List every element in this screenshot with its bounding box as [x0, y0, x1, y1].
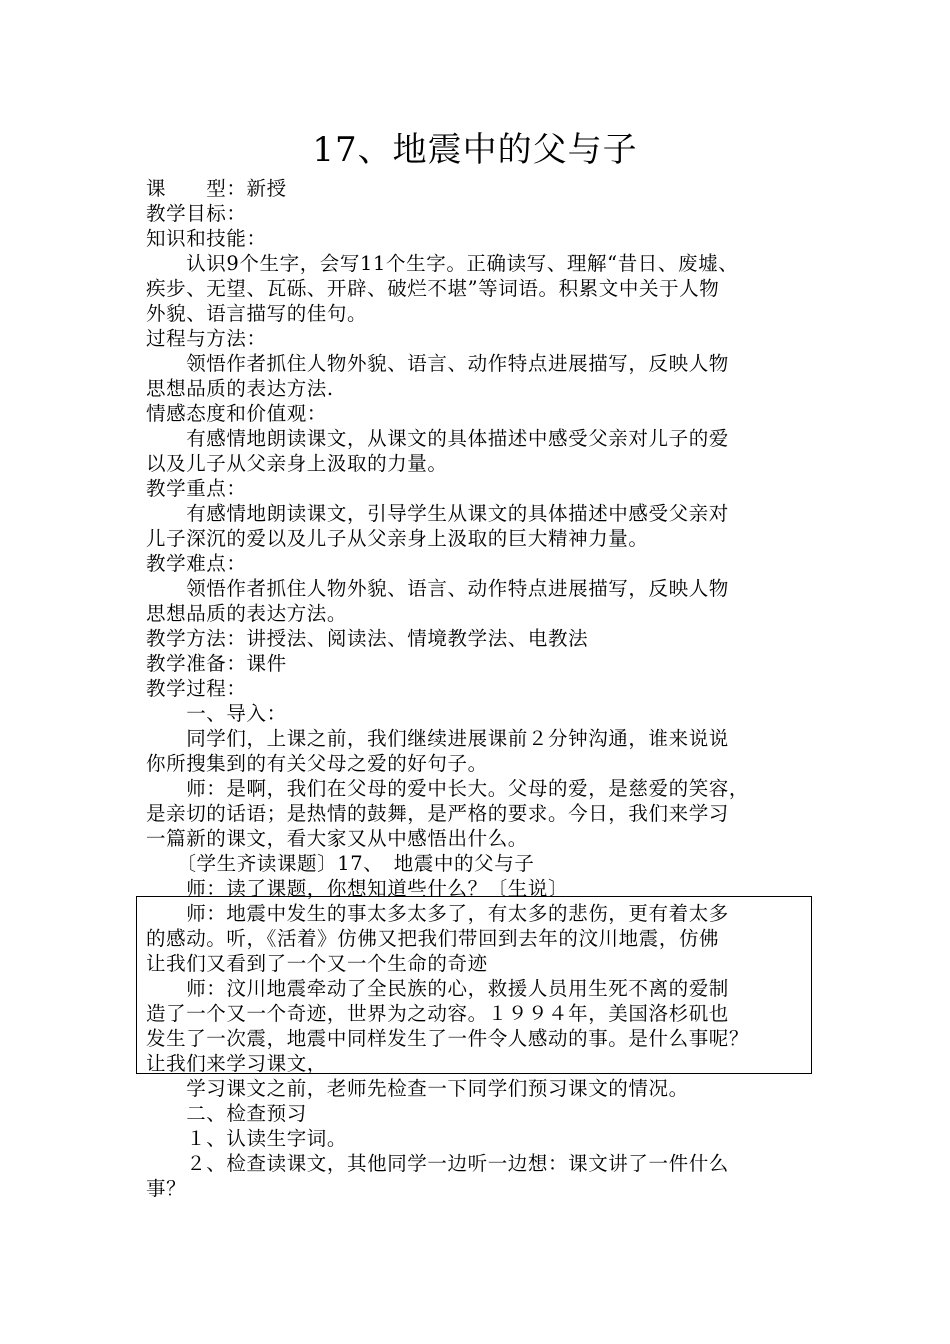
heading-knowledge-skills: 知识和技能： — [146, 227, 267, 250]
paragraph-line: 领悟作者抓住人物外貌、语言、动作特点进展描写，反映人物 — [146, 352, 729, 375]
boxed-line: 师：汶川地震牵动了全民族的心，救援人员用生死不离的爱制 — [146, 977, 729, 1000]
paragraph-line: 学习课文之前，老师先检查一下同学们预习课文的情况。 — [146, 1077, 689, 1100]
boxed-line: 师：地震中发生的事太多太多了，有太多的悲伤，更有着太多 — [146, 902, 729, 925]
heading-teaching-goals: 教学目标： — [146, 202, 247, 225]
list-item: １、认读生字词。 — [146, 1127, 348, 1150]
document-title: 17、地震中的父与子 — [312, 130, 638, 170]
paragraph-line: 领悟作者抓住人物外貌、语言、动作特点进展描写，反映人物 — [146, 577, 729, 600]
paragraph-line: 思想品质的表达方法。 — [146, 602, 348, 625]
boxed-line: 造了一个又一个奇迹，世界为之动容。１９９４年，美国洛杉矶也 — [146, 1002, 729, 1025]
line-teaching-methods: 教学方法：讲授法、阅读法、情境教学法、电教法 — [146, 627, 589, 650]
paragraph-line: 疾步、无望、瓦砾、开辟、破烂不堪”等词语。积累文中关于人物 — [146, 277, 720, 300]
heading-process-method: 过程与方法： — [146, 327, 267, 350]
heading-introduction: 一、导入： — [146, 702, 287, 725]
paragraph-line: 有感情地朗读课文，引导学生从课文的具体描述中感受父亲对 — [146, 502, 729, 525]
list-item: ２、检查读课文，其他同学一边听一边想：课文讲了一件什么 — [146, 1152, 729, 1175]
boxed-line: 让我们来学习课文， — [146, 1052, 327, 1075]
paragraph-line: 思想品质的表达方法. — [146, 377, 334, 400]
paragraph-line: 同学们，上课之前，我们继续进展课前２分钟沟通，谁来说说 — [146, 727, 729, 750]
paragraph-line: 师：是啊，我们在父母的爱中长大。父母的爱，是慈爱的笑容， — [146, 777, 750, 800]
boxed-line: 的感动。听，《活着》仿佛又把我们带回到去年的汶川地震，仿佛 — [146, 927, 720, 950]
paragraph-line: 外貌、语言描写的佳句。 — [146, 302, 368, 325]
line-teaching-preparation: 教学准备：课件 — [146, 652, 287, 675]
boxed-line: 让我们又看到了一个又一个生命的奇迹 — [146, 952, 488, 975]
heading-emotion-values: 情感态度和价值观： — [146, 402, 327, 425]
paragraph-line: 以及儿子从父亲身上汲取的力量。 — [146, 452, 448, 475]
paragraph-line: 儿子深沉的爱以及儿子从父亲身上汲取的巨大精神力量。 — [146, 527, 649, 550]
paragraph-line: 是亲切的话语；是热情的鼓舞，是严格的要求。今日，我们来学习 — [146, 802, 729, 825]
paragraph-line: 认识9个生字，会写11个生字。正确读写、理解“昔日、废墟、 — [146, 252, 739, 275]
heading-teaching-process: 教学过程： — [146, 677, 247, 700]
paragraph-line: 有感情地朗读课文，从课文的具体描述中感受父亲对儿子的爱 — [146, 427, 729, 450]
line-lesson-type: 课 型：新授 — [146, 177, 287, 200]
boxed-line: 发生了一次震，地震中同样发生了一件令人感动的事。是什么事呢？ — [146, 1027, 750, 1050]
paragraph-line: 一篇新的课文，看大家又从中感悟出什么。 — [146, 827, 528, 850]
heading-check-preview: 二、检查预习 — [146, 1102, 307, 1125]
paragraph-line: 你所搜集到的有关父母之爱的好句子。 — [146, 752, 488, 775]
heading-key-points: 教学重点： — [146, 477, 247, 500]
paragraph-line: 事？ — [146, 1177, 187, 1200]
paragraph-line: 师：读了课题，你想知道些什么？〔生说〕 — [146, 877, 569, 900]
heading-difficulties: 教学难点： — [146, 552, 247, 575]
paragraph-line: 〔学生齐读课题〕17、 地震中的父与子 — [146, 852, 535, 875]
